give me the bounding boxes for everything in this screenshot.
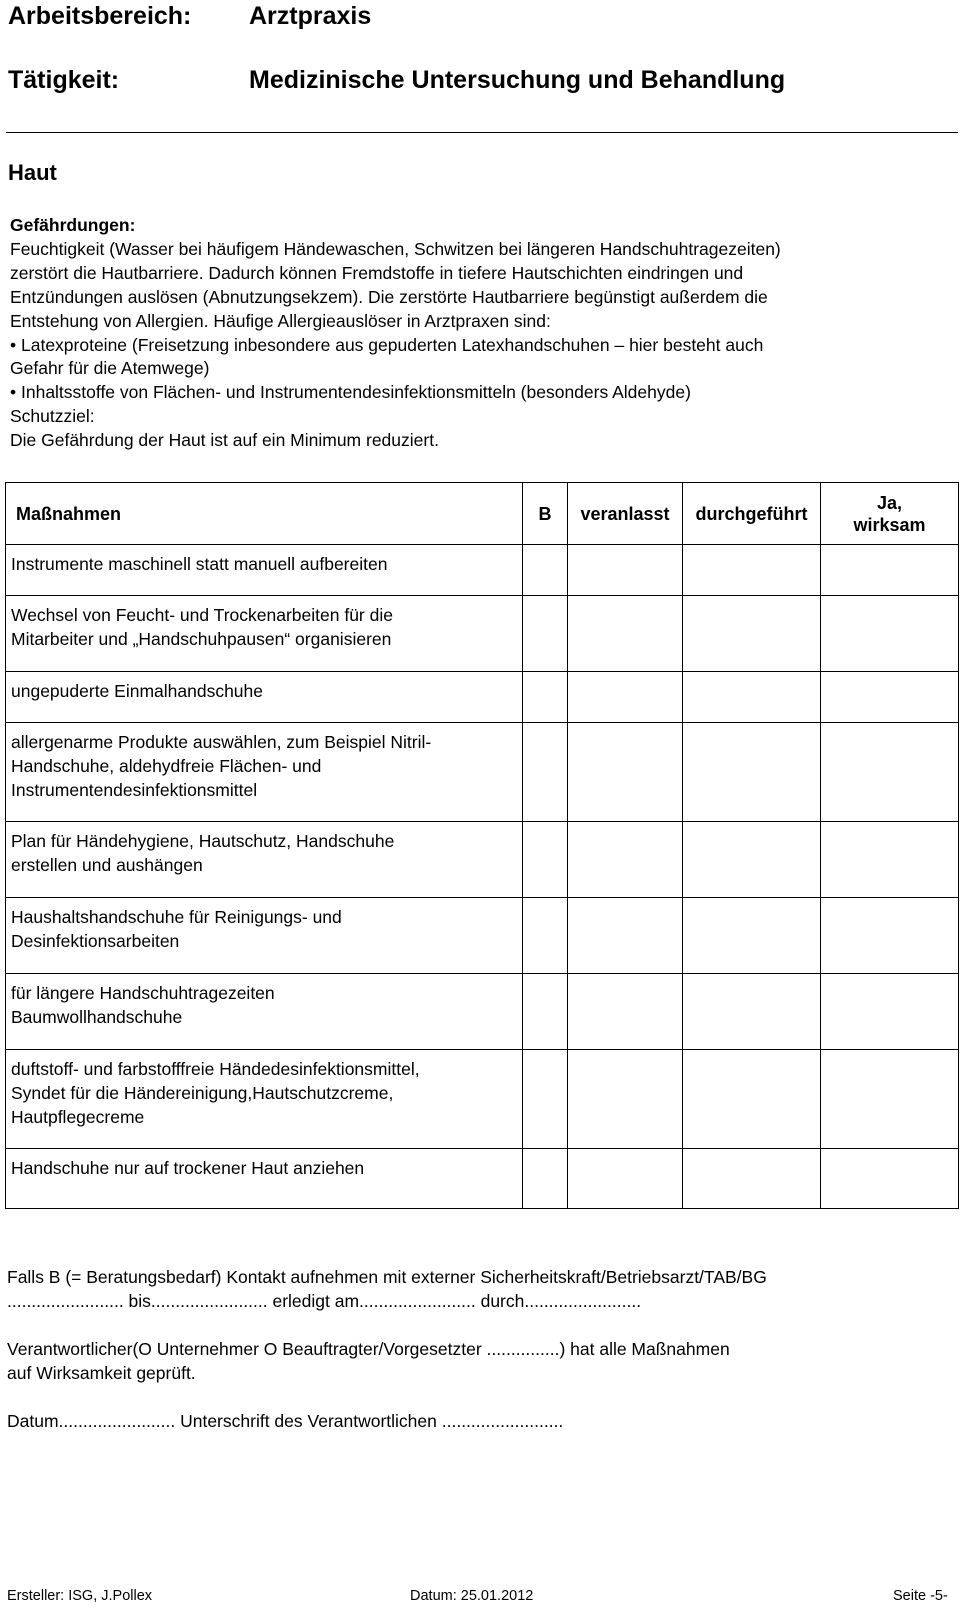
done-checkbox-cell[interactable] <box>683 545 821 596</box>
measure-text <box>6 1050 523 1149</box>
table-row <box>6 974 959 1050</box>
initiated-checkbox-cell[interactable] <box>568 672 683 723</box>
b-checkbox-cell[interactable] <box>523 822 568 898</box>
hazards-label: Gefährdungen: <box>10 215 136 235</box>
measure-line: Hautpflegecreme <box>11 1106 145 1127</box>
followup-note <box>7 1266 767 1314</box>
done-checkbox-cell[interactable] <box>683 974 821 1050</box>
column-header-measures: Maßnahmen <box>6 483 523 545</box>
done-checkbox-cell[interactable] <box>683 672 821 723</box>
measure-line: erstellen und aushängen <box>11 854 203 875</box>
measures-table <box>5 482 959 1209</box>
hazard-line: Gefahr für die Atemwege) <box>10 358 210 379</box>
initiated-checkbox-cell[interactable] <box>568 822 683 898</box>
area-value: Arztpraxis <box>249 2 372 30</box>
measure-line: Desinfektionsarbeiten <box>11 930 180 951</box>
initiated-checkbox-cell[interactable] <box>568 1050 683 1149</box>
table-row <box>6 672 959 723</box>
measure-line: Handschuhe nur auf trockener Haut anziehen <box>11 1158 365 1178</box>
column-header-effective <box>821 483 959 545</box>
signature-line[interactable]: Datum........................ Unterschrift des Verantwortlichen ......................... <box>7 1411 564 1431</box>
followup-deadline-line[interactable]: ........................ bis........................ erledigt am........................ durch........................ <box>7 1290 642 1311</box>
hazard-line: • Latexproteine (Freisetzung inbesondere aus gepuderten Latexhandschuhen – hier besteht auch <box>10 334 764 355</box>
done-checkbox-cell[interactable] <box>683 596 821 672</box>
measure-line: Baumwollhandschuhe <box>11 1006 183 1027</box>
measure-line: Instrumente maschinell statt manuell aufbereiten <box>11 554 388 574</box>
measure-text <box>6 1149 523 1209</box>
header-divider <box>6 132 958 133</box>
measure-line: Mitarbeiter und „Handschuhpausen“ organisieren <box>11 628 392 649</box>
initiated-checkbox-cell[interactable] <box>568 1149 683 1209</box>
column-header-b: B <box>523 483 568 545</box>
table-row <box>6 898 959 974</box>
b-checkbox-cell[interactable] <box>523 545 568 596</box>
area-label: Arbeitsbereich: <box>8 2 192 30</box>
measure-line: allergenarme Produkte auswählen, zum Beispiel Nitril- <box>11 732 432 752</box>
table-row <box>6 1050 959 1149</box>
measure-line: ungepuderte Einmalhandschuhe <box>11 681 263 701</box>
b-checkbox-cell[interactable] <box>523 1149 568 1209</box>
responsibility-note <box>7 1338 730 1386</box>
table-row <box>6 545 959 596</box>
table-row <box>6 822 959 898</box>
b-checkbox-cell[interactable] <box>523 898 568 974</box>
hazard-line: Entzündungen auslösen (Abnutzungsekzem). Die zerstörte Hautbarriere begünstigt außerdem die <box>10 286 768 307</box>
table-row <box>6 1149 959 1209</box>
measure-line: Plan für Händehygiene, Hautschutz, Handschuhe <box>11 831 395 851</box>
goal-label: Schutzziel: <box>10 406 95 427</box>
followup-line: Falls B (= Beratungsbedarf) Kontakt aufnehmen mit externer Sicherheitskraft/Betriebsarzt/TAB/BG <box>7 1267 767 1287</box>
table-row <box>6 723 959 822</box>
activity-label: Tätigkeit: <box>8 66 120 94</box>
measure-line: Wechsel von Feucht- und Trockenarbeiten für die <box>11 605 393 625</box>
responsibility-line[interactable]: Verantwortlicher(O Unternehmer O Beauftragter/Vorgesetzter ...............) hat alle Maßnahmen <box>7 1339 730 1359</box>
measure-text <box>6 545 523 596</box>
b-checkbox-cell[interactable] <box>523 1050 568 1149</box>
measure-text <box>6 898 523 974</box>
hazard-line: Entstehung von Allergien. Häufige Allergieauslöser in Arztpraxen sind: <box>10 310 551 331</box>
hazard-line: zerstört die Hautbarriere. Dadurch können Fremdstoffe in tiefere Hautschichten eindringen und <box>10 262 744 283</box>
hazard-line: • Inhaltsstoffe von Flächen- und Instrumentendesinfektionsmitteln (besonders Aldehyde) <box>10 382 691 403</box>
measure-line: Handschuhe, aldehydfreie Flächen- und <box>11 755 322 776</box>
measure-line: duftstoff- und farbstofffreie Händedesinfektionsmittel, <box>11 1059 420 1079</box>
measure-text <box>6 723 523 822</box>
footer-date: Datum: 25.01.2012 <box>410 1588 534 1604</box>
done-checkbox-cell[interactable] <box>683 898 821 974</box>
measure-text <box>6 974 523 1050</box>
b-checkbox-cell[interactable] <box>523 723 568 822</box>
effective-checkbox-cell[interactable] <box>821 596 959 672</box>
hazard-line: Feuchtigkeit (Wasser bei häufigem Händewaschen, Schwitzen bei längeren Handschuhtragezeiten) <box>10 238 781 259</box>
measure-line: Instrumentendesinfektionsmittel <box>11 779 258 800</box>
done-checkbox-cell[interactable] <box>683 1050 821 1149</box>
goal-text: Die Gefährdung der Haut ist auf ein Minimum reduziert. <box>10 430 439 451</box>
column-header-effective-line1: Ja, <box>876 492 903 513</box>
activity-value: Medizinische Untersuchung und Behandlung <box>249 66 786 94</box>
measure-text <box>6 596 523 672</box>
effective-checkbox-cell[interactable] <box>821 545 959 596</box>
footer-author: Ersteller: ISG, J.Pollex <box>7 1588 153 1604</box>
effective-checkbox-cell[interactable] <box>821 723 959 822</box>
done-checkbox-cell[interactable] <box>683 723 821 822</box>
column-header-initiated: veranlasst <box>568 483 683 545</box>
done-checkbox-cell[interactable] <box>683 822 821 898</box>
b-checkbox-cell[interactable] <box>523 672 568 723</box>
measure-line: für längere Handschuhtragezeiten <box>11 983 275 1003</box>
measure-line: Haushaltshandschuhe für Reinigungs- und <box>11 907 342 927</box>
column-header-effective-line2: wirksam <box>853 514 926 535</box>
table-row <box>6 596 959 672</box>
responsibility-line: auf Wirksamkeit geprüft. <box>7 1362 196 1383</box>
measure-line: Syndet für die Händereinigung,Hautschutzcreme, <box>11 1082 394 1103</box>
b-checkbox-cell[interactable] <box>523 974 568 1050</box>
b-checkbox-cell[interactable] <box>523 596 568 672</box>
effective-checkbox-cell[interactable] <box>821 672 959 723</box>
initiated-checkbox-cell[interactable] <box>568 545 683 596</box>
table-header-row <box>6 483 959 545</box>
initiated-checkbox-cell[interactable] <box>568 898 683 974</box>
effective-checkbox-cell[interactable] <box>821 1149 959 1209</box>
column-header-done: durchgeführt <box>683 483 821 545</box>
measure-text <box>6 672 523 723</box>
initiated-checkbox-cell[interactable] <box>568 974 683 1050</box>
measure-text <box>6 822 523 898</box>
effective-checkbox-cell[interactable] <box>821 974 959 1050</box>
effective-checkbox-cell[interactable] <box>821 1050 959 1149</box>
hazard-description <box>10 214 955 453</box>
effective-checkbox-cell[interactable] <box>821 822 959 898</box>
section-title: Haut <box>8 160 57 185</box>
initiated-checkbox-cell[interactable] <box>568 723 683 822</box>
done-checkbox-cell[interactable] <box>683 1149 821 1209</box>
footer-page-number: Seite -5- <box>893 1588 948 1604</box>
effective-checkbox-cell[interactable] <box>821 898 959 974</box>
initiated-checkbox-cell[interactable] <box>568 596 683 672</box>
